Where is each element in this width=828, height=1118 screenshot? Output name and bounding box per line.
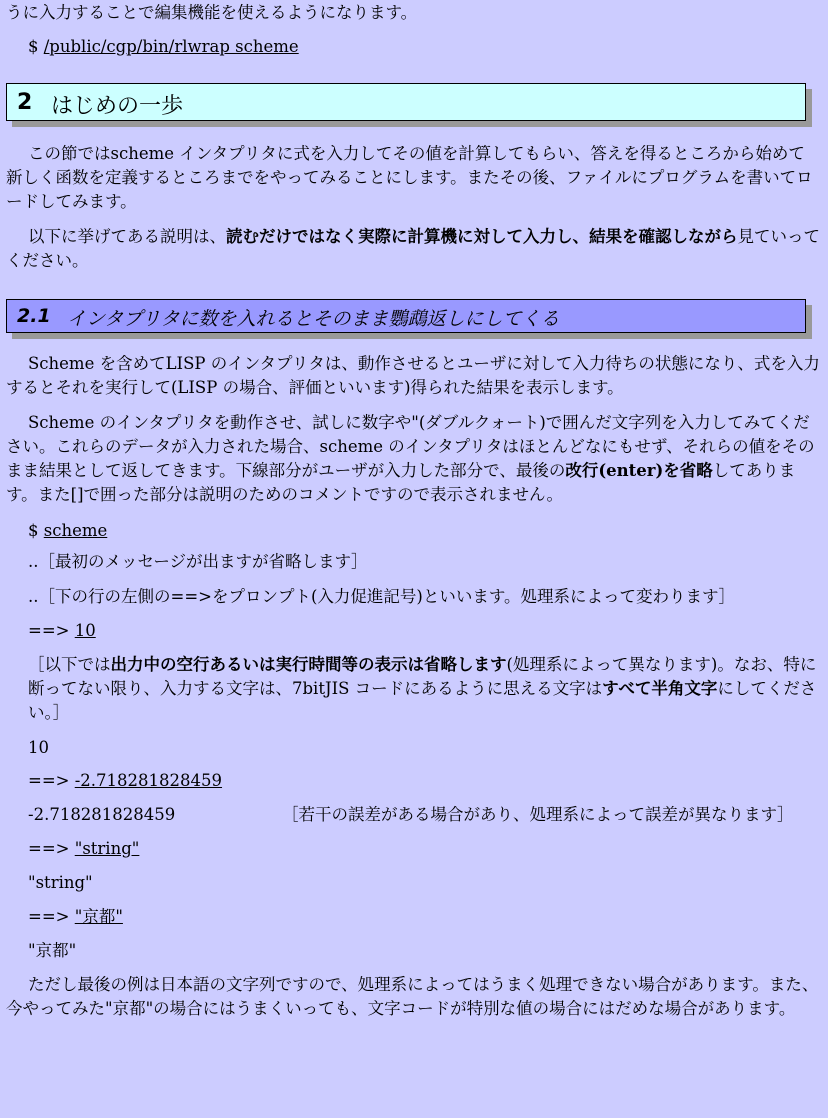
- section-2-title: はじめの一歩: [51, 94, 184, 119]
- session-output-2: -2.718281828459: [28, 805, 176, 824]
- section-2-1-title: インタプリタに数を入れるとそのまま鸚鵡返しにしてくる: [67, 308, 560, 330]
- shell-prompt: $: [28, 37, 44, 56]
- session-line-scheme: $ scheme: [28, 521, 108, 540]
- session-input-1: ==> 10: [28, 621, 96, 640]
- session-output-3: "string": [28, 873, 93, 892]
- session-output-2-comment: ［若干の誤差がある場合があり、処理系によって誤差が異なります］: [282, 805, 794, 824]
- session-output-1: 10: [28, 738, 49, 757]
- bold-emphasis: 読むだけではなく実際に計算機に対して入力し、結果を確認しながら: [226, 227, 738, 246]
- bold-emphasis: 出力中の空行あるいは実行時間等の表示は省略します: [110, 655, 507, 674]
- session-input-4: ==> "京都": [28, 907, 123, 926]
- rlwrap-command: [28, 35, 299, 59]
- session-comment-2: ..［下の行の左側の==>をプロンプト(入力促進記号)といいます。処理系によって変わります］: [28, 587, 736, 606]
- intro-text: うに入力することで編集機能を使えるようになります。: [6, 3, 418, 22]
- bold-emphasis: すべて半角文字: [602, 679, 718, 698]
- section-2-paragraph-1: この節ではscheme インタプリタに式を入力してその値を計算してもらい、答えを得るところから始めて新しく函数を定義するところまでをやってみることにします。またその後、ファイルにプログラムを書いてロードしてみます。: [6, 144, 813, 211]
- session-comment-1: ..［最初のメッセージが出ますが省略します］: [28, 552, 368, 571]
- section-2-heading: [6, 83, 806, 121]
- section-2-1-number: 2.1: [17, 305, 51, 327]
- bold-emphasis: 改行(enter)を省略: [565, 461, 713, 480]
- section-2-1-paragraph-3: ただし最後の例は日本語の文字列ですので、処理系によってはうまく処理できない場合があります。また、今やってみた"京都"の場合にはうまくいっても、文字コードが特別な値の場合にはだめな場合があります。: [6, 975, 819, 1018]
- session-input-3: ==> "string": [28, 839, 140, 858]
- session-note: ［以下では出力中の空行あるいは実行時間等の表示は省略します(処理系によって異なります)。なお、特に断ってない限り、入力する文字は、7bitJIS コードにあるように思える文字はすべて半角文字にしてください。］: [28, 655, 817, 722]
- section-2-1-paragraph-1: Scheme を含めてLISP のインタプリタは、動作させるとユーザに対して入力待ちの状態になり、式を入力するとそれを実行して(LISP の場合、評価といいます)得られた結果を表示します。: [6, 354, 820, 397]
- section-2-number: 2: [17, 90, 33, 115]
- session-input-2: ==> -2.718281828459: [28, 771, 223, 790]
- session-output-4: "京都": [28, 941, 77, 960]
- section-2-paragraph-2: 以下に挙げてある説明は、読むだけではなく実際に計算機に対して入力し、結果を確認しながら見ていってください。: [6, 227, 820, 270]
- section-2-1-paragraph-2: Scheme のインタプリタを動作させ、試しに数字や"(ダブルクォート)で囲んだ文字列を入力してみてください。これらのデータが入力された場合、scheme のインタプリタはほとんどなにもせず、それらの値をそのまま結果として返してきます。下線部分がユーザが入力した部分で、最後の改行(enter)を省略してあります。また[]で囲った部分は説明のためのコメントですので表示されません。: [6, 413, 815, 504]
- rlwrap-command-text: /public/cgp/bin/rlwrap scheme: [43, 37, 299, 56]
- section-2-1-heading: [6, 299, 806, 333]
